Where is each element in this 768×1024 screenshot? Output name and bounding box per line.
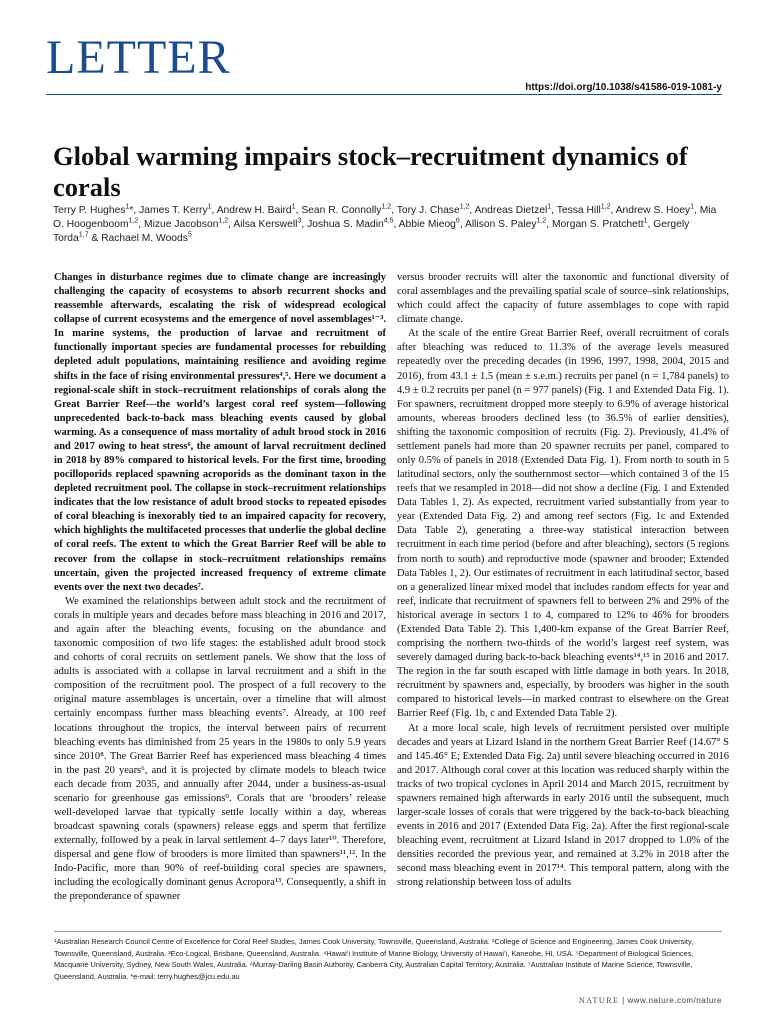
- author-name: James T. Kerry: [139, 205, 208, 216]
- author: [557, 205, 616, 216]
- right-column: [397, 271, 729, 890]
- author-name: Tessa Hill: [556, 205, 601, 216]
- author-separator: ,: [546, 219, 552, 231]
- author-separator: ,: [301, 219, 308, 231]
- author-name: Allison S. Paley: [464, 219, 537, 231]
- author-affiliation: 1: [207, 203, 212, 211]
- author-separator: ,: [551, 205, 557, 216]
- author: [307, 219, 399, 230]
- page-footer: [579, 996, 722, 1005]
- author-separator: ,: [228, 219, 234, 231]
- author-affiliation: 3: [297, 217, 302, 225]
- author-separator: &: [88, 233, 102, 245]
- author-separator: ,: [391, 205, 397, 216]
- author-affiliation: 1,2: [536, 217, 547, 225]
- author-separator: ,: [693, 205, 700, 216]
- author-name: Terry P. Hughes: [53, 205, 126, 216]
- body-paragraph: At the scale of the entire Great Barrier Reef, overall recruitment of corals after bleaching was reduced to 11.3% of the average levels measured repeatedly over the preceding decades (in 1996, 1997, 1998, 2004, 2015 and 2016), from 43.1 ± 1.5 (mean ± s.e.m.) recruits per panel (n = 1,784 panels) to 4.9 ± 0.2 recruits per panel (n = 977 panels) (Fig. 1 and Extended Data Fig. 1). For spawners, recruitment dropped more steeply to 6.9% of average historical amounts, whereas brooders declined less (to 36.5% of earlier densities), shifting the taxonomic composition of recruits (Fig. 2). Previously, 41.4% of settlement panels had more than 20 spawner recruits per panel, compared to only 0.5% of panels in 2018 (Extended Data Fig. 1). From north to south in 5 latitudinal sectors, only the southernmost sector—which contained 3 of the 15 reefs that we resampled in 2018—did not show a decline (Fig. 1 and Extended Data Tables 1, 2). As expected, recruitment varied substantially from year to year (Extended Data Fig. 2) and among reef sectors (Fig. 1c and Extended Data Table 2), generating a three-way statistical interaction between recruitment in each time period (before and after bleaching), sectors (5 regions from north to south) and reproductive mode (spawner and brooder; Extended Data Tables 1, 2). Our estimates of recruitment in each latitudinal sector, based on a generalized linear mixed model that includes random effects for year and reef, indicate that recruitment of spawners fell to between 2% and 29% of the historical average in sectors 1 to 4, compared to 12% to 46% for brooders (Extended Data Table 2). This 1,400-km expanse of the Great Barrier Reef, comprising the northern two-thirds of the world’s largest reef system, was severely damaged during back-to-back bleaching events¹⁴,¹⁵ in 2016 and 2017. The region in the far south escaped with little damage in both years. In 2018, recruitment by spawners and, especially, by brooders was higher in the south compared to historical levels—in marked contrast to elsewhere on the Great Barrier Reef (Fig. 1b, c and Extended Data Table 2).: [397, 328, 729, 720]
- author-separator: ,: [647, 219, 654, 231]
- author: [101, 233, 192, 244]
- section-label: LETTER: [46, 31, 231, 84]
- author-name: Mia O. Hoogenboom: [53, 205, 717, 231]
- body-paragraph: versus brooder recruits will alter the taxonomic and functional diversity of coral assemblages and the prevailing spatial scale of source–sink relationships, which could affect the capacity of future assemblages to cope with rapid climate change.: [397, 272, 729, 326]
- author-list: [53, 204, 718, 247]
- author-separator: ,: [138, 219, 145, 231]
- author: [301, 205, 396, 216]
- body-paragraph: We examined the relationships between adult stock and the recruitment of corals in multiple years and decades before mass bleaching in 2016 and 2017, and again after the bleaching events, focusing on the abundance and taxonomic composition of two life stages: the established adult brood stock and cohorts of coral recruits on settlement panels. We show that the loss of adults is associated with a collapse in larval recruitment and a shift in the composition of the recruitment pool. The prospect of a full recovery to the original mature assemblages is uncertain, over a timeline that will almost certainly encompass further mass bleaching events⁷. Already, at 100 reef locations throughout the tropics, the interval between pairs of recurrent bleaching events has diminished from 25 years in the 1980s to only 5.9 years since 2010⁸. The Great Barrier Reef has experienced mass bleaching 4 times in the past 20 years⁶, and it is projected by climate models to bleach twice each decade from 2035, and annually after 2044, under a business-as-usual scenario for greenhouse gas emissions⁹. Corals that are ‘brooders’ release well-developed larvae that typically settle locally within a day, whereas broadcast spawning corals (spawners) release eggs and sperm that fertilize externally, followed by a peak in larval settlement 4–7 days later¹⁰. Therefore, dispersal and gene flow of brooders is more limited than spawners¹¹,¹². In the Indo-Pacific, more than 90% of reef-building coral species are spawners, including the ecologically dominant genus Acropora¹³. Consequently, a shift in the preponderance of spawner: [54, 595, 386, 903]
- journal-url[interactable]: www.nature.com/nature: [627, 996, 722, 1005]
- article-title: Global warming impairs stock–recruitment dynamics of corals: [53, 141, 688, 202]
- author: [233, 219, 307, 230]
- author: [139, 205, 217, 216]
- left-column: [54, 271, 386, 905]
- author: [217, 205, 302, 216]
- author-name: Andrew S. Hoey: [615, 205, 691, 216]
- author-name: Mizue Jacobson: [144, 219, 219, 231]
- affiliations-footnote: ¹Australian Research Council Centre of Excellence for Coral Reef Studies, James Cook University, Townsville, Queensland, Australia. ²College of Science and Engineering, James Cook University, Townsville, Queensland, Australia. ³Eco-Logical, Brisbane, Queensland, Australia. ⁴Hawai’i Institute of Marine Biology, University of Hawai’i, Kaneohe, HI, USA. ⁵Department of Biological Sciences, Macquarie University, Sydney, New South Wales, Australia. ⁶Murray-Darling Basin Authority, Canberra City, Australian Capital Territory, Australia. ⁷Australian Institute of Marine Science, Townsville, Queensland, Australia. *e-mail: terry.hughes@jcu.edu.au: [54, 937, 694, 981]
- author-name: Rachael M. Woods: [101, 233, 188, 245]
- author: [616, 205, 700, 216]
- author-affiliation: 1: [690, 203, 694, 211]
- author-separator: ,: [610, 205, 616, 216]
- author-name: Andreas Dietzel: [474, 205, 548, 216]
- author: [475, 205, 557, 216]
- author-name: Ailsa Kerswell: [233, 219, 298, 231]
- author-affiliation: 1: [547, 203, 552, 211]
- author: [465, 219, 552, 230]
- author-separator: ,: [469, 205, 475, 216]
- author-name: Sean R. Connolly: [301, 205, 382, 216]
- author: [144, 219, 233, 230]
- author-name: Gergely Torda: [53, 219, 690, 245]
- body-paragraph: At a more local scale, high levels of recruitment persisted over multiple decades and years at Lizard Island in the northern Great Barrier Reef (14.67° S and 145.46° E; Extended Data Fig. 2a) until severe bleaching occurred in 2016 and 2017. Although coral cover at this location was reduced sharply within the tracks of two tropical cyclones in April 2014 and March 2015, recruitment by spawners remained high afterwards in early 2016 until the subsequent, much larger-scale losses of corals that were triggered by the back-to-back bleaching events in 2016 and 2017 (Extended Data Fig. 2a). After the first regional-scale bleaching event, recruitment at Lizard Island in 2017 dropped to 1.0% of the densities recorded the previous year, and remained at 3.2% in 2018 after the second mass bleaching event in 2017¹⁴. This temporal pattern, along with the strong relationship between loss of adults: [397, 722, 729, 889]
- author-affiliation: 1: [291, 203, 296, 211]
- author-name: Morgan S. Pratchett: [551, 219, 644, 231]
- author-affiliation: 1,2: [218, 217, 229, 225]
- author-affiliation: 1,2: [128, 217, 139, 225]
- author-name: Abbie Mieog: [398, 219, 456, 231]
- author-affiliation: 1,2: [381, 203, 392, 211]
- footnote-rule: [54, 931, 722, 932]
- author: [53, 205, 139, 216]
- header-rule: [46, 94, 722, 95]
- author-affiliation: 1: [125, 203, 130, 211]
- author-affiliation: 5: [187, 231, 192, 239]
- author-affiliation: 6: [455, 217, 460, 225]
- author-separator: *,: [129, 205, 140, 216]
- author-separator: ,: [393, 219, 399, 231]
- author-affiliation: 1: [643, 217, 648, 225]
- author-separator: ,: [295, 205, 302, 216]
- author: [552, 219, 653, 230]
- author-separator: ,: [459, 219, 465, 231]
- author: [397, 205, 475, 216]
- author-separator: ,: [211, 205, 217, 216]
- author-affiliation: 1,2: [459, 203, 470, 211]
- author-name: Joshua S. Madin: [307, 219, 384, 231]
- author-affiliation: 1,7: [78, 231, 89, 239]
- author: [399, 219, 465, 230]
- abstract: Changes in disturbance regimes due to climate change are increasingly challenging the capacity of ecosystems to absorb recurrent shocks and reassemble afterwards, escalating the risk of widespread ecological collapse of current ecosystems and the emergence of novel assemblages¹⁻³. In marine systems, the production of larvae and recruitment of functionally important species are fundamental processes for rebuilding depleted adult populations, maintaining resilience and avoiding regime shifts in the face of rising environmental pressures⁴,⁵. Here we document a regional-scale shift in stock–recruitment relationships of corals along the Great Barrier Reef—the world’s largest coral reef system—following unprecedented back-to-back mass bleaching events caused by global warming. As a consequence of mass mortality of adult brood stock in 2016 and 2017 owing to heat stress⁶, the amount of larval recruitment declined in 2018 by 89% compared to historical levels. For the first time, brooding pocilloporids replaced spawning acroporids as the dominant taxon in the depleted recruitment pool. The collapse in stock–recruitment relationships indicates that the low resistance of adult brood stocks to repeated episodes of coral bleaching is inexorably tied to an impaired capacity for recovery, which highlights the multifaceted processes that underlie the global decline of coral reefs. The extent to which the Great Barrier Reef will be able to recover from the collapse in stock–recruitment relationships remains uncertain, given the projected increased frequency of extreme climate events over the next two decades⁷.: [54, 272, 386, 593]
- author-affiliation: 1,2: [600, 203, 611, 211]
- author-name: Tory J. Chase: [396, 205, 460, 216]
- journal-name: NATURE: [578, 996, 620, 1005]
- footer-separator: |: [619, 996, 628, 1005]
- doi-link[interactable]: https://doi.org/10.1038/s41586-019-1081-y: [525, 82, 722, 93]
- author-name: Andrew H. Baird: [216, 205, 292, 216]
- author-affiliation: 4,5: [383, 217, 394, 225]
